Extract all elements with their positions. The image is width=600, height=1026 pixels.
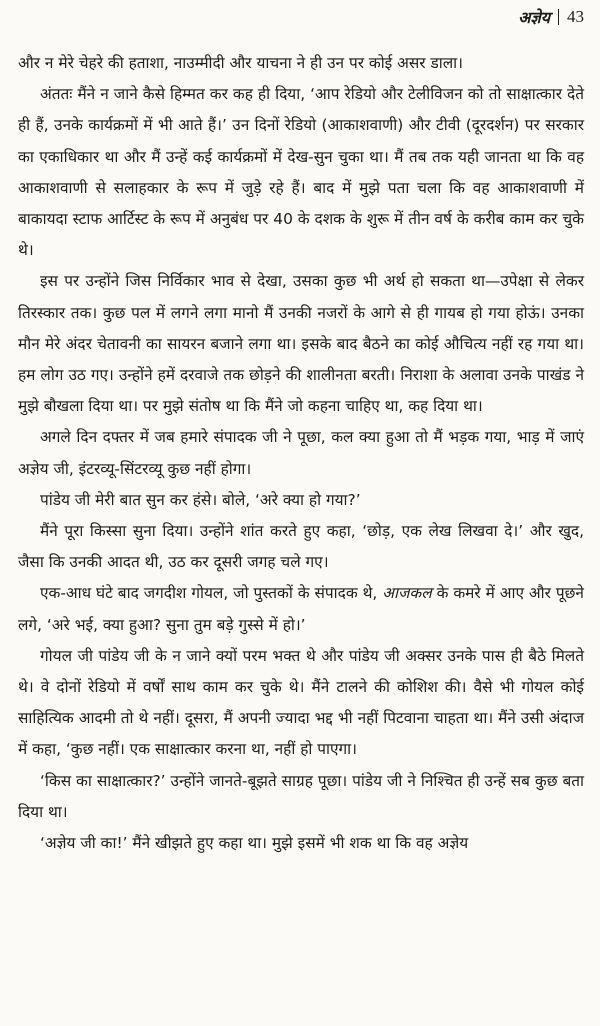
paragraph: ‘किस का साक्षात्कार?’ उन्होंने जानते-बूझते साग्रह पूछा। पांडेय जी ने निश्चित ही उन्हें सब कुछ बता दिया था। — [18, 771, 584, 821]
paragraph: और न मेरे चेहरे की हताशा, नाउम्मीदी और याचना ने ही उन पर कोई असर डाला। — [18, 54, 463, 72]
paragraph: पांडेय जी मेरी बात सुन कर हंसे। बोले, ‘अरे क्या हो गया?’ — [40, 490, 361, 509]
paragraph-text: एक-आध घंटे बाद जगदीश गोयल, जो पुस्तकों के संपादक थे, — [40, 584, 383, 603]
magazine-title: आजकल — [382, 584, 432, 603]
paragraph: अगले दिन दफ्तर में जब हमारे संपादक जी ने पूछा, कल क्या हुआ तो मैं भड़क गया, भाड़ में जाएं अज्ञेय जी, इंटरव्यू-सिंटरव्यू कुछ नहीं होगा। — [18, 428, 584, 478]
paragraph: गोयल जी पांडेय जी के न जाने क्यों परम भक्त थे और पांडेय जी अक्सर उनके पास ही बैठे मिलते थे। वे दोनों रेडियो में वर्षों साथ काम कर चुके थे। मैंने टालने की कोशिश की। वैसे भी गोयल कोई साहित्यिक आदमी तो थे नहीं। दूसरा, मैं अपनी ज्यादा भद्द भी नहीं पिटवाना चाहता था। मैंने उसी अंदाज में कहा, ‘कुछ नहीं। एक साक्षात्कार करना था, नहीं हो पाएगा। — [18, 646, 584, 759]
body-text — [18, 48, 584, 859]
paragraph: अंततः मैंने न जाने कैसे हिम्मत कर कह ही दिया, ‘आप रेडियो और टेलीविजन को तो साक्षात्कार देते ही हैं, उनके कार्यक्रमों में भी आते हैं।’ उन दिनों रेडियो (आकाशवाणी) और टीवी (दूरदर्शन) पर सरकार का एकाधिकार था और मैं उन्हें कई कार्यक्रमों में देख-सुन चुका था। मैं तब तक यही जानता था कि वह आकाशवाणी से सलाहकार के रूप में जुड़े रहे हैं। बाद में मुझे पता चला कि वह आकाशवाणी में बाकायदा स्टाफ आर्टिस्ट के रूप में अनुबंध पर 40 के दशक के शुरू में तीन वर्ष के करीब काम कर चुके थे। — [18, 85, 584, 260]
page-number: 43 — [567, 7, 584, 26]
paragraph-text: के कमरे में आए और पूछने लगे, ‘अरे भई, क्या हुआ? सुना तुम बड़े गुस्से में हो।’ — [18, 584, 584, 634]
paragraph: इस पर उन्होंने जिस निर्विकार भाव से देखा, उसका कुछ भी अर्थ हो सकता था—उपेक्षा से लेकर तिरस्कार तक। कुछ पल में लगने लगा मानो मैं उनकी नजरों के आगे से ही गायब हो गया होऊं। उनका मौन मेरे अंदर चेतावनी का सायरन बजाने लगा था। इसके बाद बैठने का कोई औचित्य नहीं रह गया था। हम लोग उठ गए। उन्होंने हमें दरवाजे तक छोड़ने की शालीनता बरती। निराशा के अलावा उनके पाखंड ने मुझे बौखला दिया था। पर मुझे संतोष था कि मैंने जो कहना चाहिए था, कह दिया था। — [18, 272, 584, 416]
running-header — [18, 6, 584, 28]
paragraph — [18, 578, 584, 640]
paragraph: मैंने पूरा किस्सा सुना दिया। उन्होंने शांत करते हुए कहा, ‘छोड़, एक लेख लिखवा दे।’ और खुद, जैसा कि उनकी आदत थी, उठ कर दूसरी जगह चले गए। — [18, 522, 584, 572]
paragraph: ‘अज्ञेय जी का!’ मैंने खीझते हुए कहा था। मुझे इसमें भी शक था कि वह अज्ञेय — [40, 834, 469, 853]
header-divider — [558, 9, 559, 25]
running-header-title: अज्ञेय — [518, 8, 550, 27]
